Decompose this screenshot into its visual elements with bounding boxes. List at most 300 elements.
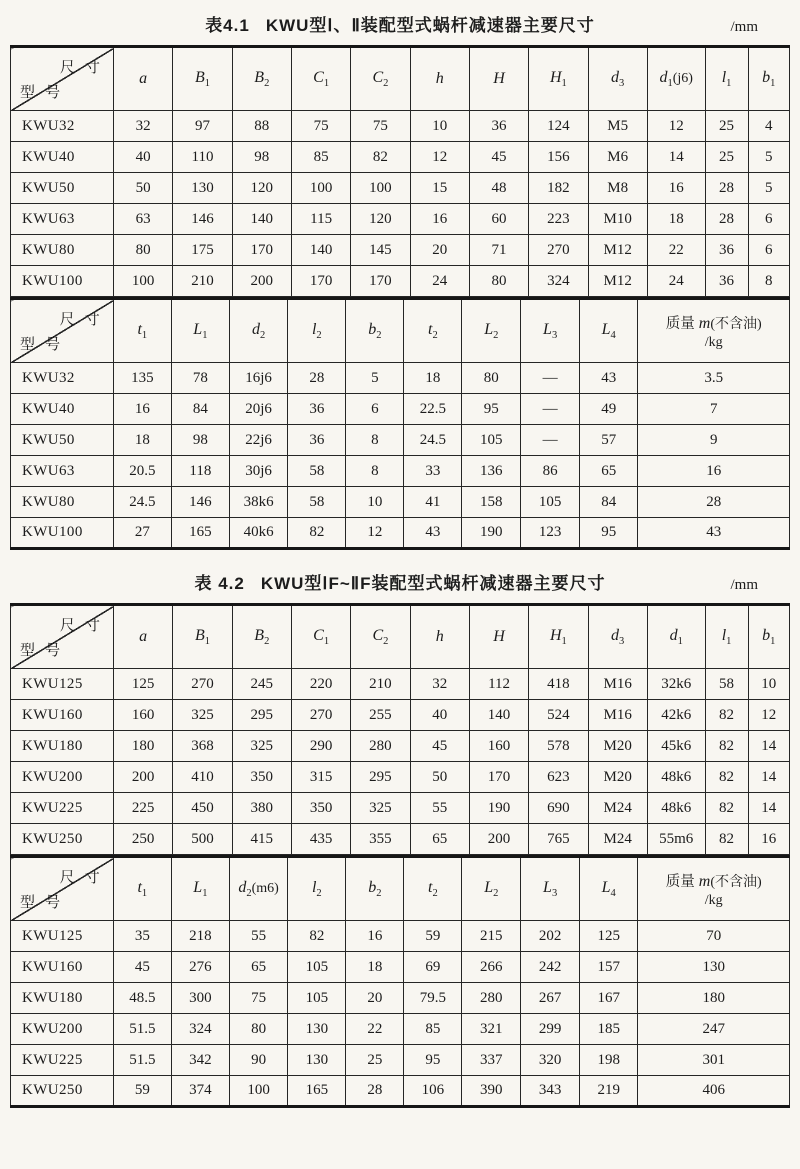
data-cell: M16 bbox=[588, 669, 647, 700]
data-cell: — bbox=[521, 363, 580, 394]
column-header bbox=[291, 47, 350, 111]
data-cell: 524 bbox=[529, 700, 588, 731]
data-cell: 410 bbox=[173, 762, 232, 793]
corner-label-size: 尺 寸 bbox=[59, 869, 103, 886]
data-cell: 88 bbox=[232, 111, 291, 142]
table-row bbox=[11, 425, 790, 456]
data-cell: 158 bbox=[462, 487, 521, 518]
data-cell: 247 bbox=[638, 1014, 790, 1045]
column-header bbox=[521, 299, 580, 363]
data-cell: 368 bbox=[173, 731, 232, 762]
header-subscript: 2 bbox=[259, 329, 266, 341]
data-cell: 280 bbox=[462, 983, 521, 1014]
data-cell: 8 bbox=[346, 425, 404, 456]
data-cell: 267 bbox=[521, 983, 580, 1014]
data-cell: 295 bbox=[351, 762, 410, 793]
corner-label-model: 型 号 bbox=[20, 336, 64, 353]
column-header bbox=[171, 299, 229, 363]
data-cell: 623 bbox=[529, 762, 588, 793]
column-header bbox=[113, 299, 171, 363]
column-header bbox=[351, 47, 410, 111]
column-header bbox=[404, 299, 462, 363]
table-row bbox=[11, 1045, 790, 1076]
model-cell: KWU180 bbox=[11, 983, 114, 1014]
header-symbol: L bbox=[601, 320, 611, 338]
header-symbol: L bbox=[193, 320, 203, 338]
unit-label: /mm bbox=[730, 577, 758, 593]
column-header bbox=[171, 857, 229, 921]
header-subscript: 1 bbox=[323, 77, 330, 89]
data-cell: 32 bbox=[114, 111, 173, 142]
header-subscript: 2 bbox=[493, 887, 499, 899]
data-cell: 266 bbox=[462, 952, 521, 983]
corner-header-cell bbox=[11, 299, 114, 363]
data-cell: 418 bbox=[529, 669, 588, 700]
model-cell: KWU80 bbox=[11, 235, 114, 266]
data-cell: 16 bbox=[748, 824, 790, 855]
header-prefix: 质量 bbox=[665, 315, 699, 332]
data-cell: 5 bbox=[346, 363, 404, 394]
data-cell: 157 bbox=[580, 952, 638, 983]
header-subscript: 1 bbox=[561, 635, 567, 647]
header-symbol: m bbox=[698, 872, 711, 890]
column-header bbox=[462, 857, 521, 921]
header-subscript: 1 bbox=[561, 77, 567, 89]
data-cell: 22 bbox=[346, 1014, 404, 1045]
corner-header-cell bbox=[11, 605, 114, 669]
table-row bbox=[11, 235, 790, 266]
model-cell: KWU40 bbox=[11, 394, 114, 425]
data-cell: 190 bbox=[469, 793, 528, 824]
data-cell: 9 bbox=[638, 425, 790, 456]
header-subscript: 1 bbox=[141, 887, 148, 899]
header-subscript: 3 bbox=[551, 329, 558, 341]
data-cell: 182 bbox=[529, 173, 588, 204]
column-header bbox=[351, 605, 410, 669]
data-cell: 24 bbox=[410, 266, 469, 297]
data-cell: 16 bbox=[647, 173, 705, 204]
header-symbol: C bbox=[313, 68, 324, 86]
data-cell: 84 bbox=[171, 394, 229, 425]
column-header bbox=[705, 605, 748, 669]
data-cell: 135 bbox=[113, 363, 171, 394]
data-cell: 136 bbox=[462, 456, 521, 487]
data-cell: 165 bbox=[288, 1076, 346, 1107]
data-cell: M12 bbox=[588, 266, 647, 297]
table-row bbox=[11, 1076, 790, 1107]
data-cell: 5 bbox=[748, 142, 790, 173]
data-cell: 51.5 bbox=[113, 1014, 171, 1045]
data-cell: 28 bbox=[288, 363, 346, 394]
column-header bbox=[410, 47, 469, 111]
data-cell: 22.5 bbox=[404, 394, 462, 425]
column-header bbox=[580, 299, 638, 363]
data-cell: 105 bbox=[288, 952, 346, 983]
header-subscript: 2 bbox=[432, 329, 438, 341]
header-symbol: d bbox=[611, 68, 620, 86]
data-cell: 380 bbox=[232, 793, 291, 824]
data-cell: 350 bbox=[232, 762, 291, 793]
data-cell: 70 bbox=[638, 921, 790, 952]
table-row bbox=[11, 669, 790, 700]
column-header bbox=[748, 605, 790, 669]
header-symbol: l bbox=[311, 878, 317, 896]
header-subscript: 2 bbox=[376, 329, 382, 341]
data-cell: 28 bbox=[705, 204, 748, 235]
data-cell: 80 bbox=[462, 363, 521, 394]
data-cell: 120 bbox=[232, 173, 291, 204]
header-subscript: 2 bbox=[264, 77, 270, 89]
table-row bbox=[11, 824, 790, 855]
data-cell: 578 bbox=[529, 731, 588, 762]
data-cell: 10 bbox=[410, 111, 469, 142]
corner-header-cell bbox=[11, 857, 114, 921]
data-cell: 14 bbox=[748, 731, 790, 762]
header-symbol: B bbox=[194, 626, 205, 644]
data-cell: 8 bbox=[748, 266, 790, 297]
data-cell: 38k6 bbox=[229, 487, 287, 518]
data-cell: 33 bbox=[404, 456, 462, 487]
column-header bbox=[469, 605, 528, 669]
data-cell: 7 bbox=[638, 394, 790, 425]
data-cell: — bbox=[521, 425, 580, 456]
header-symbol: t bbox=[137, 320, 142, 338]
data-cell: 120 bbox=[351, 204, 410, 235]
data-cell: M5 bbox=[588, 111, 647, 142]
table-block-1 bbox=[10, 14, 790, 550]
data-cell: 105 bbox=[521, 487, 580, 518]
data-cell: 130 bbox=[288, 1045, 346, 1076]
model-cell: KWU160 bbox=[11, 700, 114, 731]
data-cell: 301 bbox=[638, 1045, 790, 1076]
table-row bbox=[11, 487, 790, 518]
header-symbol: d bbox=[669, 626, 678, 644]
header-subscript: 1 bbox=[667, 77, 673, 89]
data-cell: 165 bbox=[171, 518, 229, 549]
data-cell: 12 bbox=[346, 518, 404, 549]
header-note: (j6) bbox=[672, 70, 693, 86]
data-cell: 145 bbox=[351, 235, 410, 266]
data-cell: 406 bbox=[638, 1076, 790, 1107]
data-cell: 4 bbox=[748, 111, 790, 142]
table-row bbox=[11, 204, 790, 235]
data-cell: 48.5 bbox=[113, 983, 171, 1014]
data-cell: 22j6 bbox=[229, 425, 287, 456]
column-header bbox=[114, 605, 173, 669]
data-cell: 65 bbox=[410, 824, 469, 855]
data-cell: 75 bbox=[351, 111, 410, 142]
table-caption: KWU型ⅠF~ⅡF装配型式蜗杆减速器主要尺寸 bbox=[260, 574, 606, 593]
header-symbol: l bbox=[721, 68, 727, 86]
data-cell: M12 bbox=[588, 235, 647, 266]
data-cell: 276 bbox=[171, 952, 229, 983]
data-cell: 18 bbox=[647, 204, 705, 235]
table-row bbox=[11, 111, 790, 142]
header-unit-line: /kg bbox=[704, 892, 723, 908]
data-cell: 36 bbox=[469, 111, 528, 142]
data-cell: 55 bbox=[229, 921, 287, 952]
header-subscript: 1 bbox=[770, 77, 776, 89]
header-symbol: L bbox=[601, 878, 611, 896]
model-cell: KWU100 bbox=[11, 518, 114, 549]
data-cell: 3.5 bbox=[638, 363, 790, 394]
data-cell: 48k6 bbox=[647, 793, 705, 824]
data-cell: 22 bbox=[647, 235, 705, 266]
data-cell: 55m6 bbox=[647, 824, 705, 855]
header-symbol: L bbox=[543, 320, 552, 338]
data-cell: 14 bbox=[748, 793, 790, 824]
data-cell: 45k6 bbox=[647, 731, 705, 762]
model-cell: KWU200 bbox=[11, 762, 114, 793]
table-number: 表 4.2 bbox=[194, 574, 245, 593]
header-symbol: C bbox=[372, 626, 384, 644]
data-cell: 219 bbox=[580, 1076, 638, 1107]
data-cell: 79.5 bbox=[404, 983, 462, 1014]
column-header bbox=[232, 47, 291, 111]
header-prefix: 质量 bbox=[665, 873, 699, 890]
data-cell: 20 bbox=[346, 983, 404, 1014]
data-cell: 36 bbox=[705, 266, 748, 297]
data-cell: 58 bbox=[288, 456, 346, 487]
header-subscript: 4 bbox=[610, 887, 616, 899]
header-symbol: C bbox=[372, 68, 384, 86]
data-cell: 24.5 bbox=[113, 487, 171, 518]
data-cell: 55 bbox=[410, 793, 469, 824]
data-cell: 95 bbox=[462, 394, 521, 425]
column-header bbox=[529, 47, 588, 111]
column-header bbox=[529, 605, 588, 669]
model-cell: KWU180 bbox=[11, 731, 114, 762]
corner-label-size: 尺 寸 bbox=[59, 617, 104, 634]
header-symbol: d bbox=[251, 320, 260, 338]
data-cell: 210 bbox=[173, 266, 232, 297]
column-header bbox=[647, 605, 705, 669]
data-cell: 8 bbox=[346, 456, 404, 487]
header-subscript: 2 bbox=[383, 77, 389, 89]
data-cell: 85 bbox=[291, 142, 350, 173]
model-cell: KWU125 bbox=[11, 669, 114, 700]
model-cell: KWU32 bbox=[11, 111, 114, 142]
data-cell: 160 bbox=[469, 731, 528, 762]
column-header bbox=[346, 857, 404, 921]
header-symbol: d bbox=[659, 68, 668, 86]
header-symbol: L bbox=[543, 878, 552, 896]
data-cell: 198 bbox=[580, 1045, 638, 1076]
model-cell: KWU63 bbox=[11, 204, 114, 235]
data-cell: 415 bbox=[232, 824, 291, 855]
data-cell: 202 bbox=[521, 921, 580, 952]
data-cell: 12 bbox=[647, 111, 705, 142]
data-cell: 125 bbox=[114, 669, 173, 700]
data-cell: 14 bbox=[748, 762, 790, 793]
header-symbol: t bbox=[137, 878, 142, 896]
data-cell: 41 bbox=[404, 487, 462, 518]
table-row bbox=[11, 518, 790, 549]
data-cell: 242 bbox=[521, 952, 580, 983]
data-cell: 5 bbox=[748, 173, 790, 204]
data-cell: — bbox=[521, 394, 580, 425]
data-cell: 170 bbox=[351, 266, 410, 297]
data-cell: 325 bbox=[173, 700, 232, 731]
data-cell: 59 bbox=[113, 1076, 171, 1107]
header-symbol: H bbox=[549, 68, 562, 86]
data-cell: 170 bbox=[232, 235, 291, 266]
header-symbol: H bbox=[549, 626, 562, 644]
data-cell: 355 bbox=[351, 824, 410, 855]
data-cell: 75 bbox=[229, 983, 287, 1014]
header-symbol: l bbox=[311, 320, 317, 338]
data-cell: 69 bbox=[404, 952, 462, 983]
data-cell: 125 bbox=[580, 921, 638, 952]
data-cell: 324 bbox=[171, 1014, 229, 1045]
header-symbol: t bbox=[428, 320, 433, 338]
header-subscript: 2 bbox=[264, 635, 270, 647]
data-cell: 270 bbox=[173, 669, 232, 700]
data-cell: 84 bbox=[580, 487, 638, 518]
header-subscript: 2 bbox=[493, 329, 499, 341]
header-symbol: L bbox=[484, 320, 494, 338]
header-symbol: a bbox=[139, 628, 148, 645]
data-cell: 16 bbox=[410, 204, 469, 235]
table-section-1 bbox=[10, 603, 790, 855]
data-cell: 32k6 bbox=[647, 669, 705, 700]
header-row bbox=[11, 47, 790, 111]
header-subscript: 1 bbox=[726, 77, 732, 89]
header-symbol: h bbox=[435, 70, 444, 87]
table-row bbox=[11, 363, 790, 394]
data-cell: 58 bbox=[705, 669, 748, 700]
data-cell: 28 bbox=[705, 173, 748, 204]
data-cell: 435 bbox=[291, 824, 350, 855]
data-cell: 118 bbox=[171, 456, 229, 487]
header-subscript: 3 bbox=[619, 635, 625, 647]
data-cell: 30j6 bbox=[229, 456, 287, 487]
data-cell: M24 bbox=[588, 824, 647, 855]
model-cell: KWU225 bbox=[11, 1045, 114, 1076]
data-cell: 315 bbox=[291, 762, 350, 793]
header-subscript: 2 bbox=[316, 329, 322, 341]
data-cell: 105 bbox=[288, 983, 346, 1014]
table-section-2 bbox=[10, 297, 790, 550]
data-cell: 24 bbox=[647, 266, 705, 297]
header-subscript: 4 bbox=[610, 329, 616, 341]
data-cell: 320 bbox=[521, 1045, 580, 1076]
data-cell: 78 bbox=[171, 363, 229, 394]
header-symbol: H bbox=[493, 70, 505, 87]
data-cell: 40 bbox=[114, 142, 173, 173]
data-cell: 20.5 bbox=[113, 456, 171, 487]
data-cell: 85 bbox=[404, 1014, 462, 1045]
model-cell: KWU225 bbox=[11, 793, 114, 824]
data-cell: 25 bbox=[346, 1045, 404, 1076]
data-cell: 124 bbox=[529, 111, 588, 142]
data-cell: 57 bbox=[580, 425, 638, 456]
data-cell: 45 bbox=[113, 952, 171, 983]
column-header bbox=[705, 47, 748, 111]
model-cell: KWU250 bbox=[11, 824, 114, 855]
data-cell: 765 bbox=[529, 824, 588, 855]
dimension-table bbox=[10, 45, 790, 550]
model-cell: KWU50 bbox=[11, 173, 114, 204]
data-cell: 10 bbox=[346, 487, 404, 518]
header-subscript: 1 bbox=[770, 635, 776, 647]
data-cell: 24.5 bbox=[404, 425, 462, 456]
table-row bbox=[11, 394, 790, 425]
data-cell: 690 bbox=[529, 793, 588, 824]
data-cell: 43 bbox=[404, 518, 462, 549]
data-cell: 14 bbox=[647, 142, 705, 173]
data-cell: 98 bbox=[171, 425, 229, 456]
data-cell: 200 bbox=[232, 266, 291, 297]
data-cell: 97 bbox=[173, 111, 232, 142]
table-title bbox=[10, 572, 790, 596]
data-cell: 167 bbox=[580, 983, 638, 1014]
data-cell: M20 bbox=[588, 731, 647, 762]
data-cell: 324 bbox=[529, 266, 588, 297]
data-cell: 6 bbox=[748, 204, 790, 235]
header-subscript: 1 bbox=[677, 635, 683, 647]
header-symbol: b bbox=[368, 320, 377, 338]
data-cell: 374 bbox=[171, 1076, 229, 1107]
table-row bbox=[11, 456, 790, 487]
model-cell: KWU125 bbox=[11, 921, 114, 952]
data-cell: 146 bbox=[173, 204, 232, 235]
data-cell: 321 bbox=[462, 1014, 521, 1045]
data-cell: 6 bbox=[346, 394, 404, 425]
data-cell: 170 bbox=[469, 762, 528, 793]
header-subscript: 1 bbox=[141, 329, 148, 341]
data-cell: 160 bbox=[114, 700, 173, 731]
table-row bbox=[11, 700, 790, 731]
data-cell: 175 bbox=[173, 235, 232, 266]
header-symbol: d bbox=[238, 878, 247, 896]
data-cell: 140 bbox=[469, 700, 528, 731]
data-cell: 270 bbox=[529, 235, 588, 266]
data-cell: 100 bbox=[114, 266, 173, 297]
column-header bbox=[232, 605, 291, 669]
data-cell: 343 bbox=[521, 1076, 580, 1107]
data-cell: 180 bbox=[114, 731, 173, 762]
data-cell: 223 bbox=[529, 204, 588, 235]
header-subscript: 2 bbox=[376, 887, 382, 899]
header-note: (m6) bbox=[251, 880, 279, 896]
data-cell: 51.5 bbox=[113, 1045, 171, 1076]
header-subscript: 3 bbox=[619, 77, 625, 89]
data-cell: 106 bbox=[404, 1076, 462, 1107]
column-header bbox=[580, 857, 638, 921]
table-number: 表4.1 bbox=[205, 16, 250, 35]
data-cell: 80 bbox=[229, 1014, 287, 1045]
column-header bbox=[410, 605, 469, 669]
column-header bbox=[229, 857, 287, 921]
data-cell: 18 bbox=[346, 952, 404, 983]
data-cell: 130 bbox=[638, 952, 790, 983]
data-cell: 16j6 bbox=[229, 363, 287, 394]
data-cell: 95 bbox=[404, 1045, 462, 1076]
tables-container bbox=[10, 14, 790, 1108]
column-header bbox=[521, 857, 580, 921]
data-cell: 200 bbox=[114, 762, 173, 793]
data-cell: 36 bbox=[288, 394, 346, 425]
header-symbol: H bbox=[493, 628, 505, 645]
data-cell: 325 bbox=[351, 793, 410, 824]
data-cell: 36 bbox=[288, 425, 346, 456]
data-cell: 130 bbox=[288, 1014, 346, 1045]
data-cell: 20 bbox=[410, 235, 469, 266]
data-cell: 16 bbox=[113, 394, 171, 425]
data-cell: 225 bbox=[114, 793, 173, 824]
corner-label-model: 型 号 bbox=[20, 84, 64, 101]
